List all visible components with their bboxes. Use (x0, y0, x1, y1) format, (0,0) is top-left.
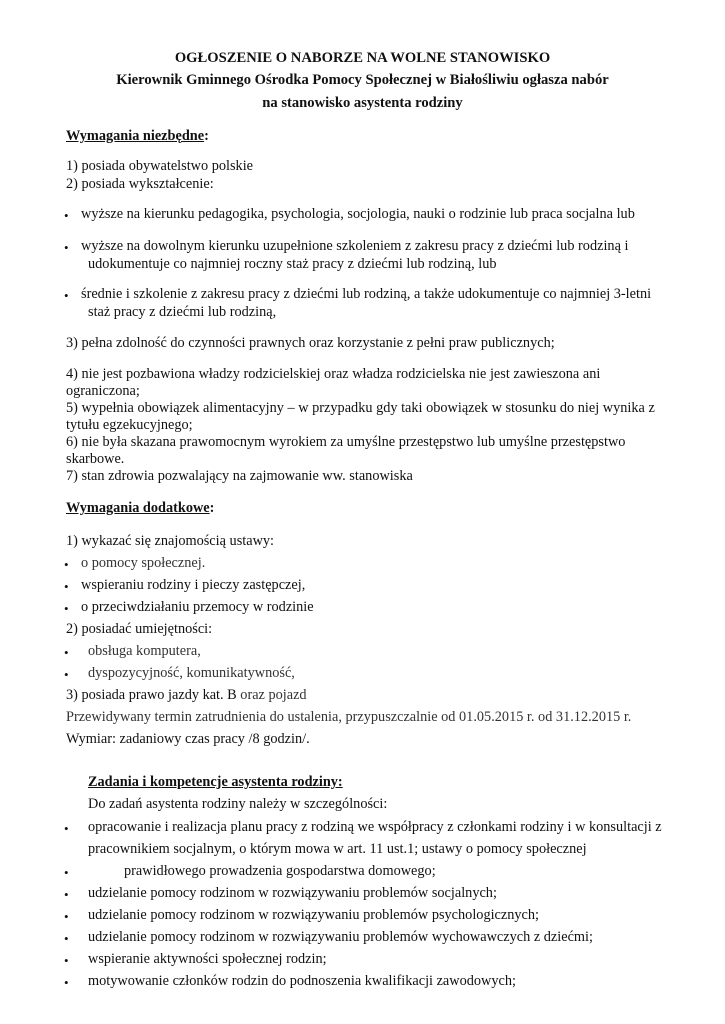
skill-item-2: dyspozycyjność, komunikatywność, (88, 665, 295, 681)
bullet-icon: • (64, 667, 69, 682)
required-item-5-cont: tytułu egzekucyjnego; (66, 417, 193, 433)
required-item-6-cont: skarbowe. (66, 451, 125, 467)
required-item-6: 6) nie była skazana prawomocnym wyrokiem za umyślne przestępstwo lub umyślne przestępstwo (66, 434, 626, 450)
required-item-1: 1) posiada obywatelstwo polskie (66, 158, 254, 174)
bullet-icon: • (64, 909, 69, 924)
employment-term: Przewidywany termin zatrudnienia do ustalenia, przypuszczalnie od 01.05.2015 r. od 31.12.2015 r. (66, 709, 632, 725)
task-item-6: wspieranie aktywności społecznej rodzin; (88, 951, 327, 967)
law-item-1: o pomocy społecznej. (81, 555, 206, 571)
additional-item-3: 3) posiada prawo jazdy kat. B oraz pojazd (66, 687, 307, 703)
working-time: Wymiar: zadaniowy czas pracy /8 godzin/. (66, 731, 310, 747)
tasks-intro: Do zadań asystenta rodziny należy w szczególności: (88, 796, 388, 812)
law-item-2: wspieraniu rodziny i pieczy zastępczej, (81, 577, 306, 593)
bullet-icon: • (64, 208, 69, 223)
required-item-4-cont: ograniczona; (66, 383, 140, 399)
required-item-3: 3) pełna zdolność do czynności prawnych oraz korzystanie z pełni praw publicznych; (66, 335, 555, 351)
bullet-icon: • (64, 865, 69, 880)
required-item-5: 5) wypełnia obowiązek alimentacyjny – w przypadku gdy taki obowiązek w stosunku do niej wynika z (66, 400, 655, 416)
bullet-icon: • (64, 557, 69, 572)
bullet-icon: • (64, 601, 69, 616)
task-item-1: opracowanie i realizacja planu pracy z rodziną we współpracy z członkami rodziny i w konsultacji z (88, 819, 662, 835)
task-item-5: udzielanie pomocy rodzinom w rozwiązywaniu problemów wychowawczych z dziećmi; (88, 929, 593, 945)
bullet-icon: • (64, 579, 69, 594)
task-item-2: prawidłowego prowadzenia gospodarstwa domowego; (124, 863, 436, 879)
section-heading-required: Wymagania niezbędne: (66, 128, 209, 144)
required-item-2: 2) posiada wykształcenie: (66, 176, 214, 192)
task-item-1-cont: pracownikiem socjalnym, o którym mowa w art. 11 ust.1; ustawy o pomocy społecznej (88, 841, 587, 857)
section-heading-additional: Wymagania dodatkowe: (66, 500, 215, 516)
page-subtitle: Kierownik Gminnego Ośrodka Pomocy Społecznej w Białośliwiu ogłasza nabór (116, 72, 609, 88)
bullet-icon: • (64, 821, 69, 836)
bullet-icon: • (64, 975, 69, 990)
bullet-icon: • (64, 953, 69, 968)
task-item-4: udzielanie pomocy rodzinom w rozwiązywaniu problemów psychologicznych; (88, 907, 540, 923)
additional-item-2: 2) posiadać umiejętności: (66, 621, 213, 637)
education-option-1: wyższe na kierunku pedagogika, psychologia, socjologia, nauki o rodzinie lub praca socjalna lub (81, 206, 635, 222)
section-heading-text: Wymagania niezbędne (66, 128, 205, 144)
bullet-icon: • (64, 645, 69, 660)
section-heading-tasks: Zadania i kompetencje asystenta rodziny: (88, 774, 343, 790)
bullet-icon: • (64, 288, 69, 303)
task-item-3: udzielanie pomocy rodzinom w rozwiązywaniu problemów socjalnych; (88, 885, 497, 901)
section-heading-text: Wymagania dodatkowe (66, 500, 210, 516)
education-option-2: wyższe na dowolnym kierunku uzupełnione szkoleniem z zakresu pracy z dziećmi lub rodziną i (81, 238, 629, 254)
law-item-3: o przeciwdziałaniu przemocy w rodzinie (81, 599, 314, 615)
education-option-2-cont: udokumentuje co najmniej roczny staż pracy z dziećmi lub rodziną, lub (88, 256, 497, 272)
education-option-3-cont: staż pracy z dziećmi lub rodziną, (88, 304, 277, 320)
required-item-7: 7) stan zdrowia pozwalający na zajmowanie ww. stanowiska (66, 468, 413, 484)
bullet-icon: • (64, 931, 69, 946)
bullet-icon: • (64, 240, 69, 255)
required-item-4: 4) nie jest pozbawiona władzy rodzicielskiej oraz władza rodzicielska nie jest zawieszona ani (66, 366, 601, 382)
page-title: OGŁOSZENIE O NABORZE NA WOLNE STANOWISKO (174, 50, 551, 66)
bullet-icon: • (64, 887, 69, 902)
education-option-3: średnie i szkolenie z zakresu pracy z dziećmi lub rodziną, a także udokumentuje co najmniej 3-letni (81, 286, 652, 302)
task-item-7: motywowanie członków rodzin do podnoszenia kwalifikacji zawodowych; (88, 973, 516, 989)
page-subtitle-position: na stanowisko asystenta rodziny (262, 95, 463, 111)
additional-item-1: 1) wykazać się znajomością ustawy: (66, 533, 275, 549)
skill-item-1: obsługa komputera, (88, 643, 201, 659)
